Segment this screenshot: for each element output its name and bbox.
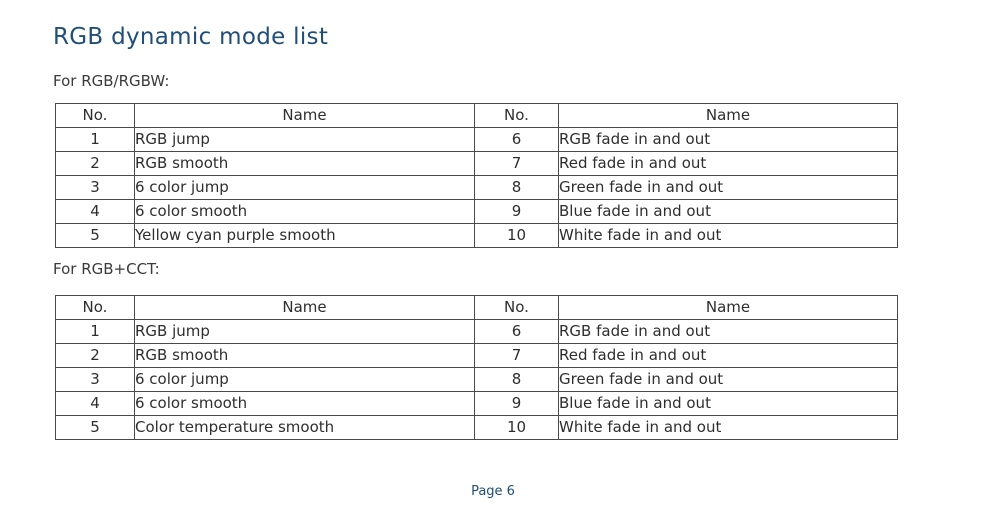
mode-name: White fade in and out bbox=[559, 224, 898, 248]
page-number: Page 6 bbox=[471, 484, 515, 499]
header-no-left: No. bbox=[56, 296, 135, 320]
header-no-right: No. bbox=[475, 296, 559, 320]
table-row bbox=[56, 152, 898, 176]
table-row bbox=[56, 224, 898, 248]
mode-name: RGB jump bbox=[135, 320, 475, 344]
mode-name: 6 color smooth bbox=[135, 392, 475, 416]
mode-name: 6 color jump bbox=[135, 176, 475, 200]
table-row bbox=[56, 320, 898, 344]
mode-number: 7 bbox=[475, 152, 559, 176]
mode-name: Green fade in and out bbox=[559, 368, 898, 392]
table-row bbox=[56, 392, 898, 416]
mode-name: Green fade in and out bbox=[559, 176, 898, 200]
mode-number: 5 bbox=[56, 224, 135, 248]
table-row bbox=[56, 368, 898, 392]
mode-number: 2 bbox=[56, 152, 135, 176]
table-row bbox=[56, 200, 898, 224]
table-header-row bbox=[56, 104, 898, 128]
table-row bbox=[56, 416, 898, 440]
mode-name: Red fade in and out bbox=[559, 152, 898, 176]
mode-name: Red fade in and out bbox=[559, 344, 898, 368]
mode-number: 3 bbox=[56, 176, 135, 200]
mode-number: 10 bbox=[475, 224, 559, 248]
mode-number: 8 bbox=[475, 368, 559, 392]
page-title: RGB dynamic mode list bbox=[53, 24, 329, 50]
header-no-left: No. bbox=[56, 104, 135, 128]
mode-number: 1 bbox=[56, 320, 135, 344]
mode-number: 8 bbox=[475, 176, 559, 200]
mode-name: Yellow cyan purple smooth bbox=[135, 224, 475, 248]
mode-number: 6 bbox=[475, 320, 559, 344]
mode-number: 3 bbox=[56, 368, 135, 392]
header-name-right: Name bbox=[559, 296, 898, 320]
mode-name: RGB fade in and out bbox=[559, 128, 898, 152]
mode-name: 6 color smooth bbox=[135, 200, 475, 224]
mode-number: 9 bbox=[475, 392, 559, 416]
mode-name: RGB smooth bbox=[135, 152, 475, 176]
mode-number: 6 bbox=[475, 128, 559, 152]
mode-number: 4 bbox=[56, 200, 135, 224]
mode-name: RGB fade in and out bbox=[559, 320, 898, 344]
header-no-right: No. bbox=[475, 104, 559, 128]
table-row bbox=[56, 128, 898, 152]
mode-table-rgb-rgbw bbox=[55, 103, 898, 248]
section-label-rgb-cct: For RGB+CCT: bbox=[53, 260, 160, 278]
mode-name: RGB jump bbox=[135, 128, 475, 152]
table-row bbox=[56, 176, 898, 200]
mode-number: 9 bbox=[475, 200, 559, 224]
mode-name: White fade in and out bbox=[559, 416, 898, 440]
mode-number: 4 bbox=[56, 392, 135, 416]
mode-name: 6 color jump bbox=[135, 368, 475, 392]
table-row bbox=[56, 344, 898, 368]
mode-number: 2 bbox=[56, 344, 135, 368]
mode-number: 10 bbox=[475, 416, 559, 440]
mode-name: RGB smooth bbox=[135, 344, 475, 368]
section-label-rgb-rgbw: For RGB/RGBW: bbox=[53, 72, 170, 90]
mode-table-rgb-cct bbox=[55, 295, 898, 440]
header-name-left: Name bbox=[135, 104, 475, 128]
mode-name: Blue fade in and out bbox=[559, 200, 898, 224]
header-name-right: Name bbox=[559, 104, 898, 128]
table-header-row bbox=[56, 296, 898, 320]
header-name-left: Name bbox=[135, 296, 475, 320]
mode-name: Blue fade in and out bbox=[559, 392, 898, 416]
mode-number: 7 bbox=[475, 344, 559, 368]
mode-number: 5 bbox=[56, 416, 135, 440]
mode-number: 1 bbox=[56, 128, 135, 152]
mode-name: Color temperature smooth bbox=[135, 416, 475, 440]
